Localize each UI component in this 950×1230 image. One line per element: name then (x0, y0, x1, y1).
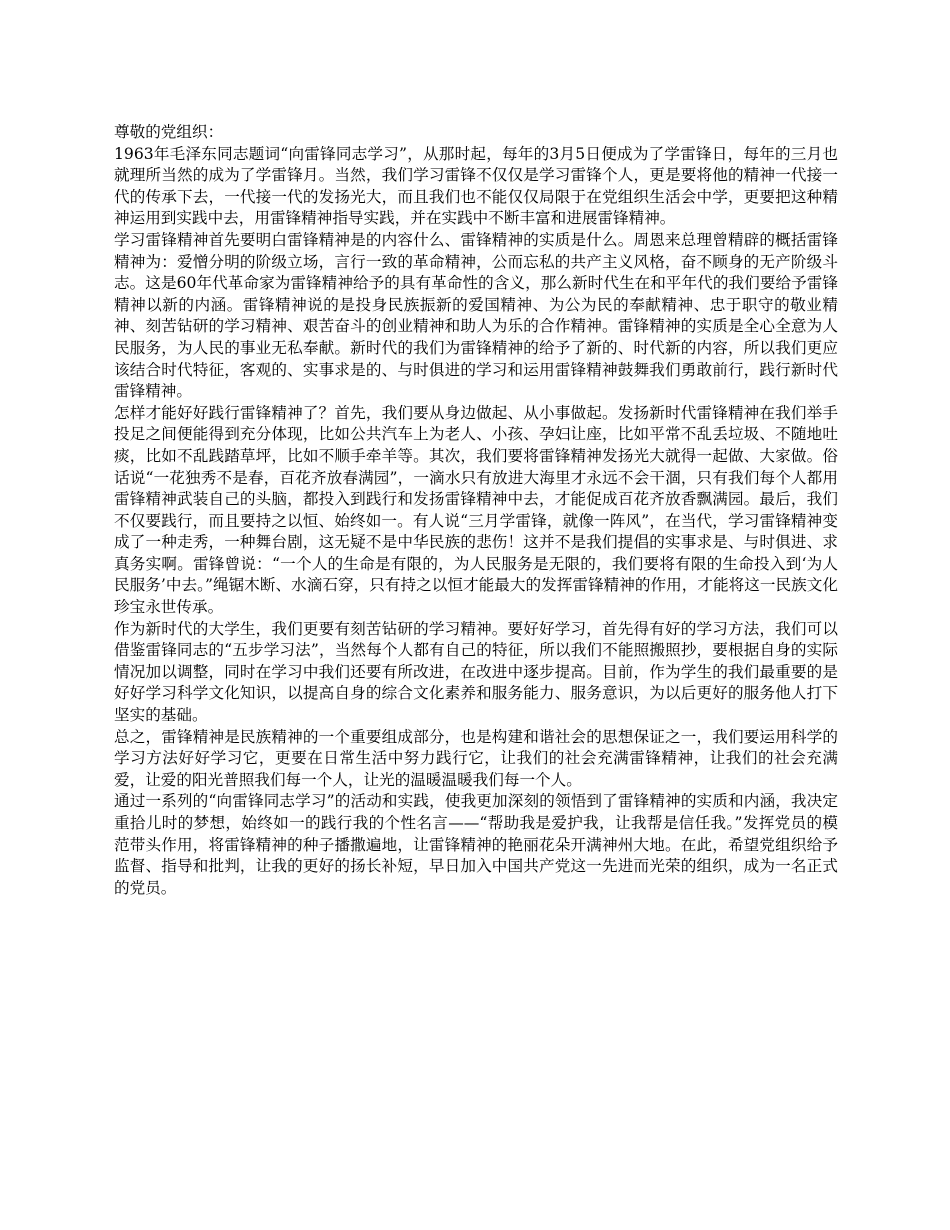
paragraph-1: 1963年毛泽东同志题词“向雷锋同志学习”，从那时起，每年的3月5日便成为了学雷锋日，每年的三月也就理所当然的成为了学雷锋月。当然，我们学习雷锋不仅仅是学习雷锋个人，更是要将他的精神一代接一代的传承下去，一代接一代的发扬光大，而且我们也不能仅仅局限于在党组织生活会中学，更要把这种精神运用到实践中去，用雷锋精神指导实践，并在实践中不断丰富和进展雷锋精神。 (114, 144, 838, 228)
paragraph-5: 总之，雷锋精神是民族精神的一个重要组成部分，也是构建和谐社会的思想保证之一，我们要运用科学的学习方法好好学习它，更要在日常生活中努力践行它，让我们的社会充满雷锋精神，让我们的社会充满爱，让爱的阳光普照我们每一个人，让光的温暖温暖我们每一个人。 (114, 727, 838, 789)
paragraph-6: 通过一系列的“向雷锋同志学习”的活动和实践，使我更加深刻的领悟到了雷锋精神的实质和内涵，我决定重拾儿时的梦想，始终如一的践行我的个性名言——“帮助我是爱护我，让我帮是信任我。”发挥党员的模范带头作用，将雷锋精神的种子播撒遍地，让雷锋精神的艳丽花朵开满神州大地。在此，希望党组织给予监督、指导和批判，让我的更好的扬长补短，早日加入中国共产党这一先进而光荣的组织，成为一名正式的党员。 (114, 792, 838, 897)
paragraph-4: 作为新时代的大学生，我们更要有刻苦钻研的学习精神。要好好学习，首先得有好的学习方法，我们可以借鉴雷锋同志的“五步学习法”，当然每个人都有自己的特征，所以我们不能照搬照抄，要根据自身的实际情况加以调整，同时在学习中我们还要有所改进，在改进中逐步提高。目前，作为学生的我们最重要的是好好学习科学文化知识，以提高自身的综合文化素养和服务能力、服务意识，为以后更好的服务他人打下坚实的基础。 (114, 619, 838, 725)
document-page (114, 122, 838, 899)
salutation: 尊敬的党组织： (114, 123, 224, 141)
paragraph-3: 怎样才能好好践行雷锋精神了？首先，我们要从身边做起、从小事做起。发扬新时代雷锋精神在我们举手投足之间便能得到充分体现，比如公共汽车上为老人、小孩、孕妇让座，比如平常不乱丢垃圾、不随地吐痰，比如不乱践踏草坪，比如不顺手牵羊等。其次，我们要将雷锋精神发扬光大就得一起做、大家做。俗话说“一花独秀不是春，百花齐放春满园”，一滴水只有放进大海里才永远不会干涸，只有我们每个人都用雷锋精神武装自己的头脑，都投入到践行和发扬雷锋精神中去，才能促成百花齐放香飘满园。最后，我们不仅要践行，而且要持之以恒、始终如一。有人说“三月学雷锋，就像一阵风”，在当代，学习雷锋精神变成了一种走秀，一种舞台剧，这无疑不是中华民族的悲伤！这并不是我们提倡的实事求是、与时俱进、求真务实啊。雷锋曾说：“一个人的生命是有限的，为人民服务是无限的，我们要将有限的生命投入到‘为人民服务’中去。”绳锯木断、水滴石穿，只有持之以恒才能最大的发挥雷锋精神的作用，才能将这一民族文化珍宝永世传承。 (114, 403, 838, 617)
paragraph-2: 学习雷锋精神首先要明白雷锋精神是的内容什么、雷锋精神的实质是什么。周恩来总理曾精辟的概括雷锋精神为：爱憎分明的阶级立场，言行一致的革命精神，公而忘私的共产主义风格，奋不顾身的无产阶级斗志。这是60年代革命家为雷锋精神给予的具有革命性的含义，那么新时代生在和平年代的我们要给予雷锋精神以新的内涵。雷锋精神说的是投身民族振新的爱国精神、为公为民的奉献精神、忠于职守的敬业精神、刻苦钻研的学习精神、艰苦奋斗的创业精神和助人为乐的合作精神。雷锋精神的实质是全心全意为人民服务，为人民的事业无私奉献。新时代的我们为雷锋精神的给予了新的、时代新的内容，所以我们更应该结合时代特征，客观的、实事求是的、与时俱进的学习和运用雷锋精神鼓舞我们勇敢前行，践行新时代雷锋精神。 (114, 230, 838, 401)
